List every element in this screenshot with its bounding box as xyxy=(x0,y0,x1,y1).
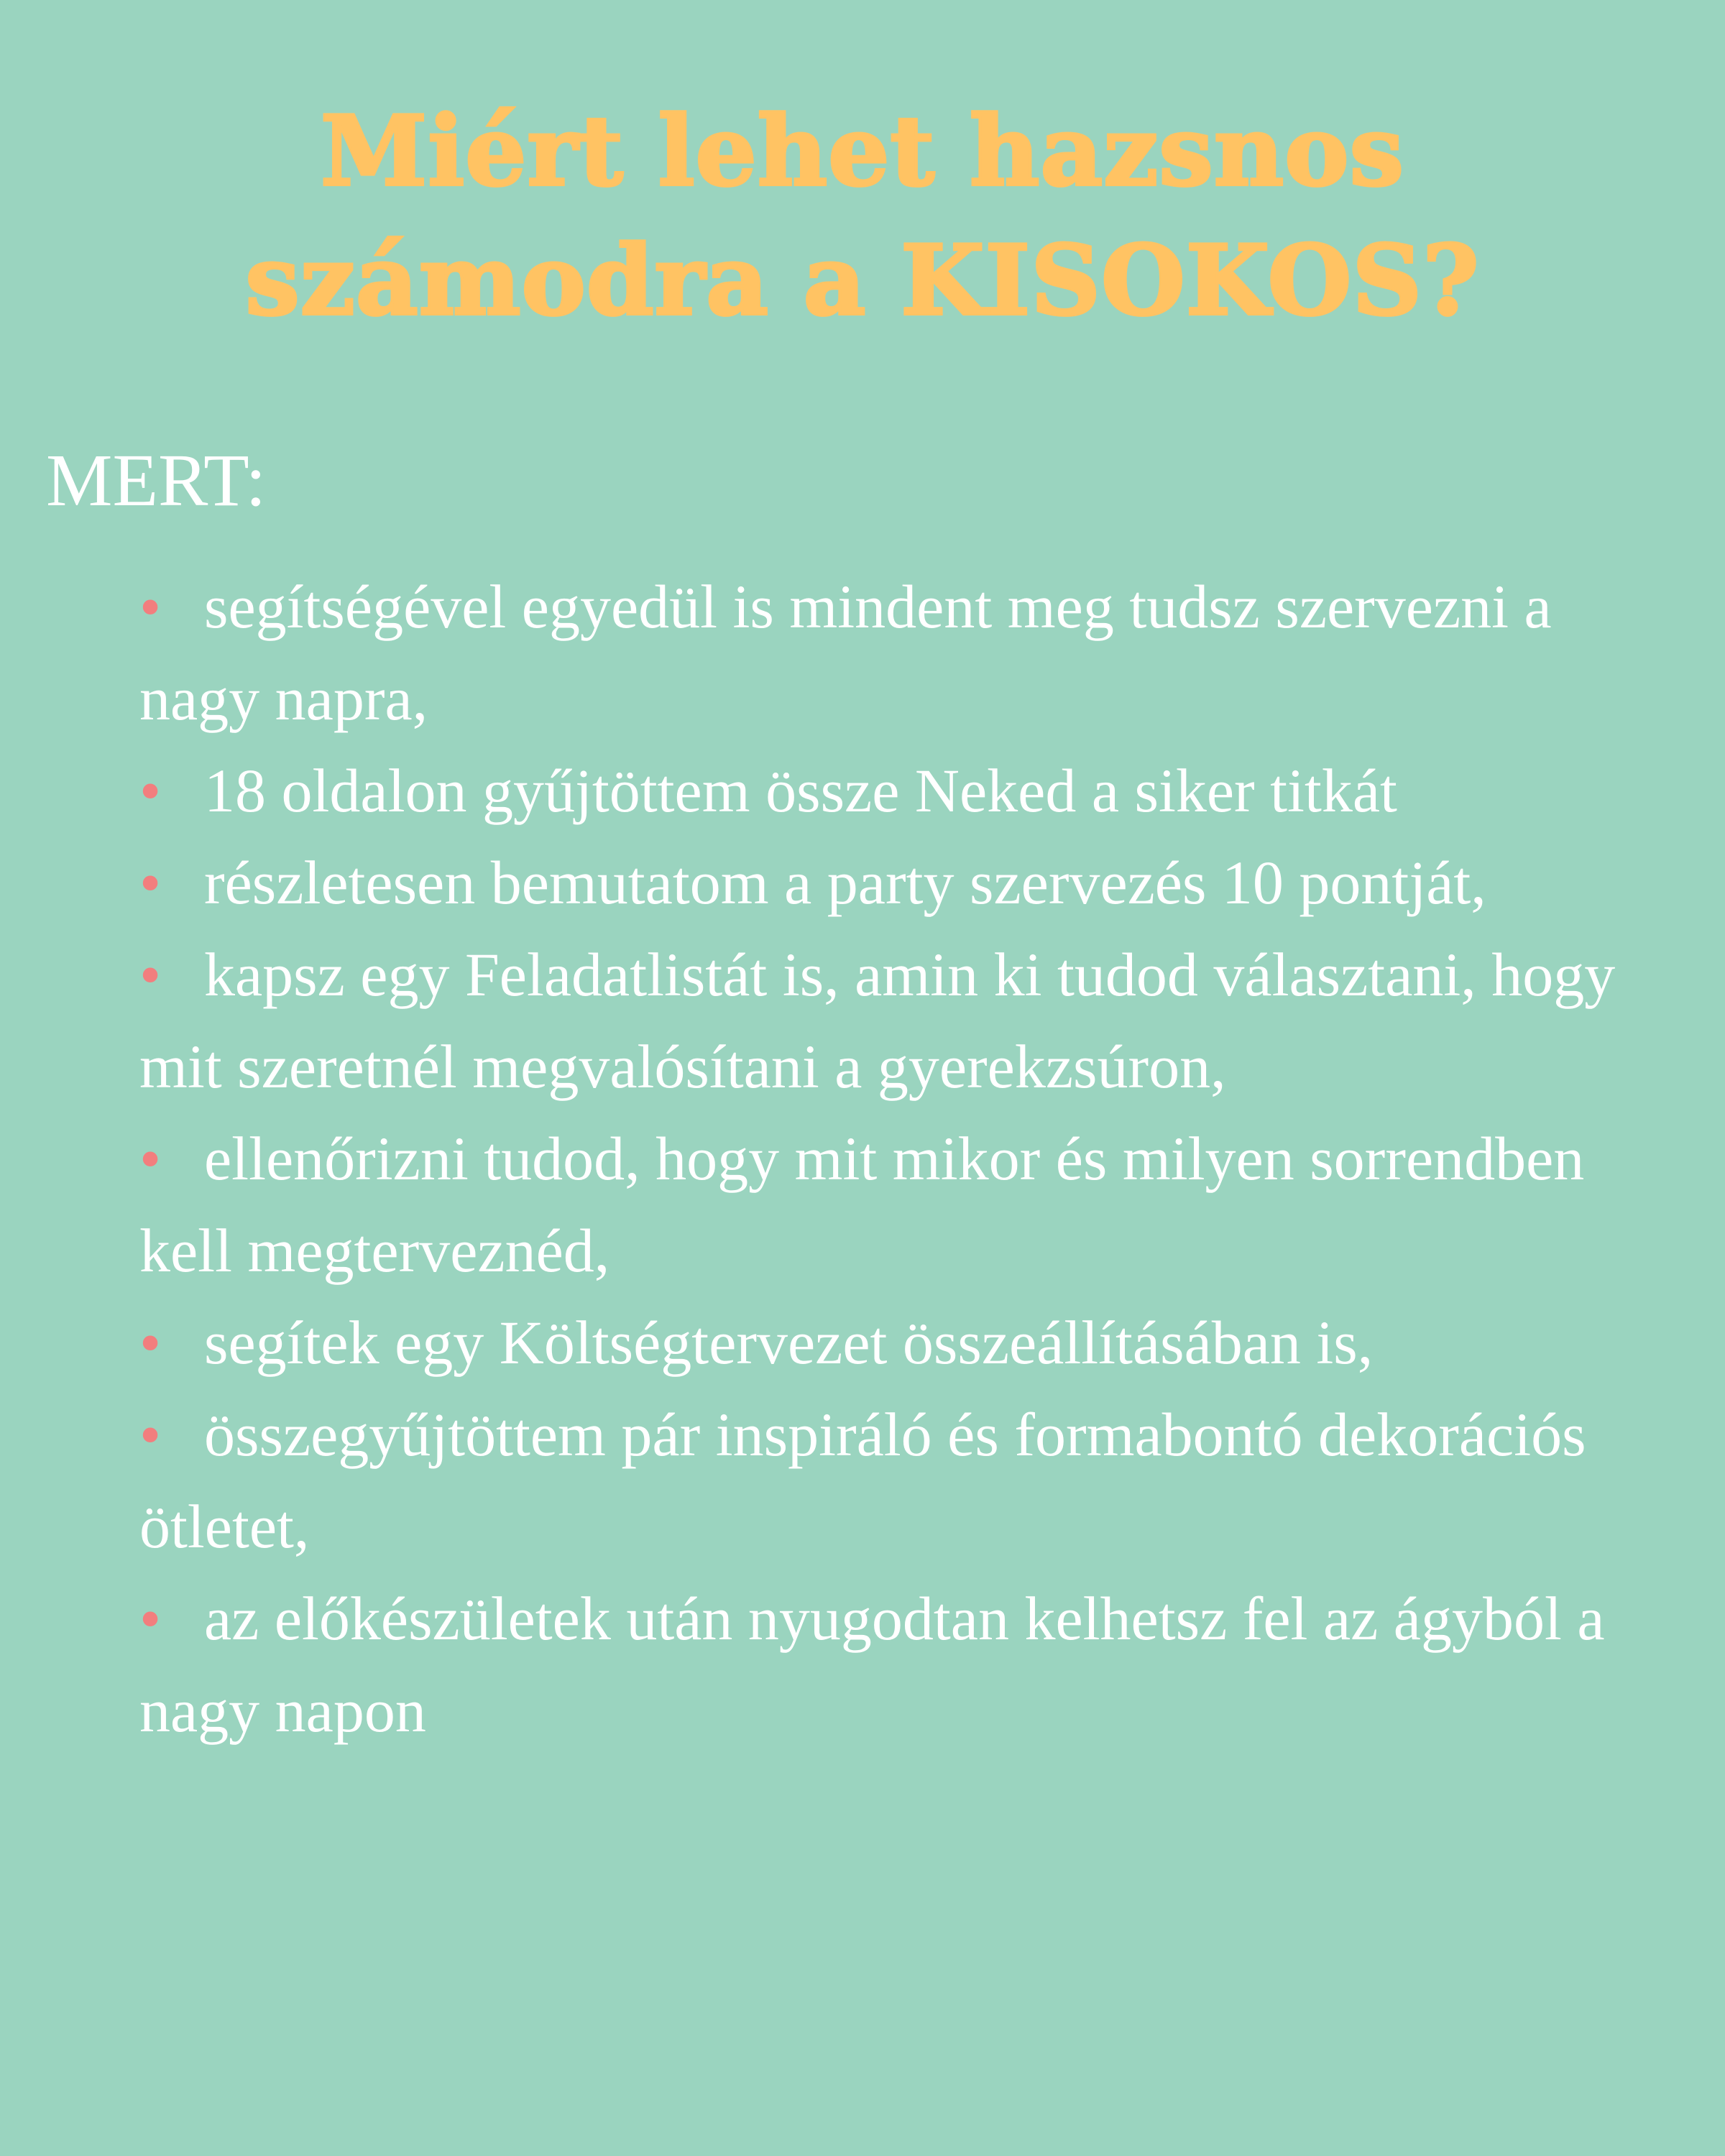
list-item-text: ellenőrizni tudod, hogy mit mikor és milyen sorrendben kell megterveznéd, xyxy=(139,1124,1585,1285)
list-item xyxy=(139,1388,1685,1572)
bullet-icon: • xyxy=(139,940,162,1009)
bullet-icon: • xyxy=(139,848,162,917)
list-item-text: segítek egy Költségtervezet összeállításában is, xyxy=(204,1308,1374,1377)
title-line-2: számodra a KISOKOS? xyxy=(245,224,1480,337)
title-line-1: Miért lehet hazsnos xyxy=(320,94,1405,208)
list-item-text: részletesen bemutatom a party szervezés 10 pontját, xyxy=(204,848,1486,917)
intro-label: MERT: xyxy=(46,439,267,522)
bullet-icon: • xyxy=(139,1400,162,1469)
list-item xyxy=(139,1572,1685,1756)
list-item-text: az előkészületek után nyugodtan kelhetsz fel az ágyból a nagy napon xyxy=(139,1584,1605,1745)
poster-title xyxy=(0,86,1725,345)
bullet-icon: • xyxy=(139,572,162,641)
list-item-text: kapsz egy Feladatlistát is, amin ki tudod választani, hogy mit szeretnél megvalósítani a gyerekzsúron, xyxy=(139,940,1616,1101)
bullet-icon: • xyxy=(139,756,162,825)
bullet-icon: • xyxy=(139,1584,162,1653)
list-item-text: összegyűjtöttem pár inspiráló és formabontó dekorációs ötletet, xyxy=(139,1400,1586,1561)
list-item xyxy=(139,745,1685,837)
bullet-icon: • xyxy=(139,1124,162,1193)
list-item xyxy=(139,929,1685,1112)
list-item xyxy=(139,837,1685,929)
benefit-list xyxy=(139,561,1685,1756)
bullet-icon: • xyxy=(139,1308,162,1377)
list-item xyxy=(139,1112,1685,1296)
list-item-text: 18 oldalon gyűjtöttem össze Neked a siker titkát xyxy=(204,756,1397,825)
list-item xyxy=(139,561,1685,745)
list-item xyxy=(139,1296,1685,1388)
list-item-text: segítségével egyedül is mindent meg tudsz szervezni a nagy napra, xyxy=(139,572,1552,733)
